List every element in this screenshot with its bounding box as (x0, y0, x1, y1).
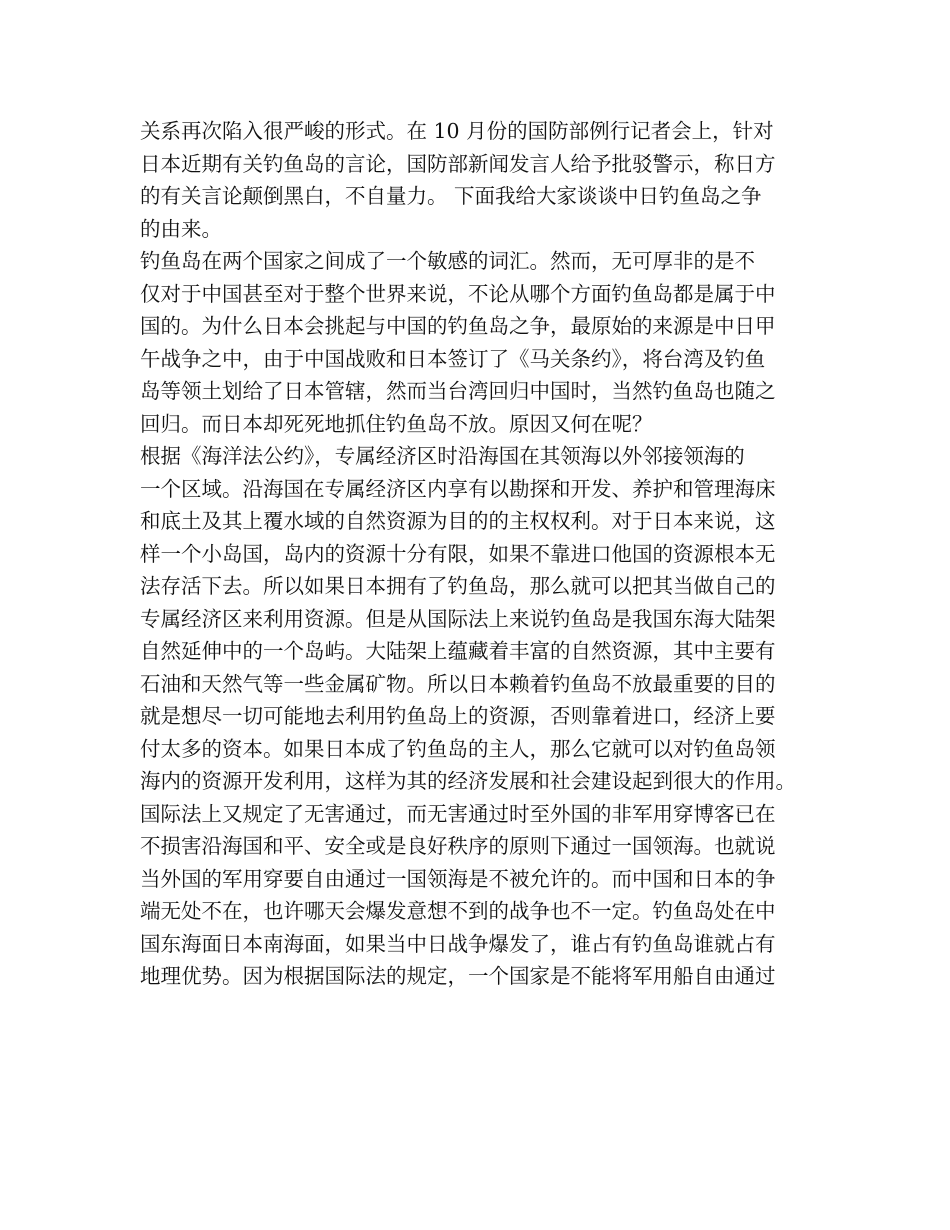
text-line: 根据《海洋法公约》，专属经济区时沿海国在其领海以外邻接领海的 (140, 444, 745, 468)
text-line: 钓鱼岛在两个国家之间成了一个敏感的词汇。然而，无可厚非的是不 (140, 249, 755, 273)
text-line: 一个区域。沿海国在专属经济区内享有以勘探和开发、养护和管理海床 (140, 476, 776, 501)
text-line: 付太多的资本。如果日本成了钓鱼岛的主人，那么它就可以对钓鱼岛领 (140, 736, 776, 761)
text-line: 国际法上又规定了无害通过，而无害通过时至外国的非军用穿博客已在 (140, 801, 776, 826)
text-line: 自然延伸中的一个岛屿。大陆架上蕴藏着丰富的自然资源，其中主要有 (140, 639, 776, 663)
text-line: 国的。为什么日本会挑起与中国的钓鱼岛之争，最原始的来源是中日甲 (140, 314, 776, 338)
text-line: 关系再次陷入很严峻的形式。在 10 月份的国防部例行记者会上，针对 (140, 119, 774, 143)
text-line: 仅对于中国甚至对于整个世界来说，不论从哪个方面钓鱼岛都是属于中 (140, 281, 776, 306)
text-line: 法存活下去。所以如果日本拥有了钓鱼岛，那么就可以把其当做自己的 (140, 574, 776, 598)
text-line: 端无处不在，也许哪天会爆发意想不到的战争也不一定。钓鱼岛处在中 (140, 899, 776, 923)
text-line: 样一个小岛国，岛内的资源十分有限，如果不靠进口他国的资源根本无 (140, 541, 776, 566)
text-line: 地理优势。因为根据国际法的规定，一个国家是不能将军用船自由通过 (140, 964, 776, 988)
text-line: 的由来。 (140, 216, 222, 241)
text-line: 不损害沿海国和平、安全或是良好秩序的原则下通过一国领海。也就说 (140, 834, 776, 858)
text-line: 专属经济区来利用资源。但是从国际法上来说钓鱼岛是我国东海大陆架 (140, 606, 776, 631)
text-line: 日本近期有关钓鱼岛的言论，国防部新闻发言人给予批驳警示，称日方 (140, 151, 776, 176)
text-line: 海内的资源开发利用，这样为其的经济发展和社会建设起到很大的作用。 (140, 769, 796, 793)
text-line: 和底土及其上覆水域的自然资源为目的的主权权利。对于日本来说，这 (140, 509, 776, 533)
text-line: 午战争之中，由于中国战败和日本签订了《马关条约》，将台湾及钓鱼 (140, 346, 766, 371)
text-line: 国东海面日本南海面，如果当中日战争爆发了，谁占有钓鱼岛谁就占有 (140, 931, 776, 956)
text-line: 岛等领土划给了日本管辖，然而当台湾回归中国时，当然钓鱼岛也随之 (140, 379, 776, 403)
text-line: 当外国的军用穿要自由通过一国领海是不被允许的。而中国和日本的争 (140, 866, 776, 891)
text-line: 就是想尽一切可能地去利用钓鱼岛上的资源，否则靠着进口，经济上要 (140, 704, 776, 728)
text-line: 的有关言论颠倒黑白，不自量力。 下面我给大家谈谈中日钓鱼岛之争 (140, 184, 762, 208)
text-line: 石油和天然气等一些金属矿物。所以日本赖着钓鱼岛不放最重要的目的 (140, 671, 776, 696)
body-text (140, 115, 830, 993)
text-line: 回归。而日本却死死地抓住钓鱼岛不放。原因又何在呢？ (140, 411, 653, 436)
